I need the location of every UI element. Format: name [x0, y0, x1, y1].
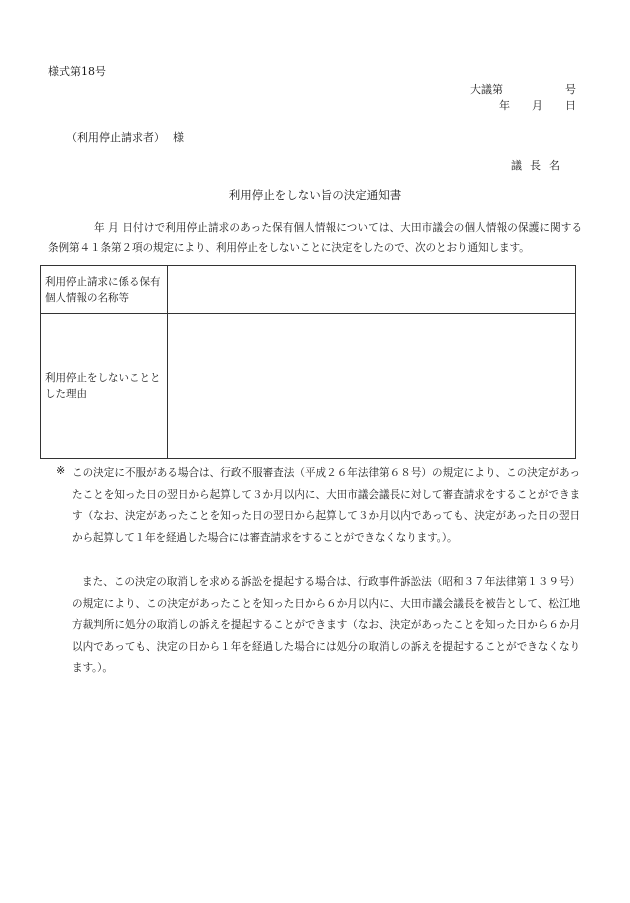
notice-paragraph-lawsuit: また、この決定の取消しを求める訴訟を提起する場合は、行政事件訴訟法（昭和３７年法律第１３９号）の規定により、この決定があったことを知った日から６か月以内に、大田市議会議長を被告として、松江地方裁判所に処分の取消しの訴えを提起することができます（なお、決定があったことを知った日から６か月以内であっても、決定の日から１年を経過した場合には処分の取消しの訴えを提起することができなくなります。）。 — [72, 576, 580, 674]
info-table — [40, 265, 576, 459]
reason-value — [168, 314, 576, 459]
info-name-label: 利用停止請求に係る保有個人情報の名称等 — [41, 266, 168, 314]
reason-label: 利用停止をしないこととした理由 — [41, 314, 168, 459]
addressee-honorific: 様 — [173, 131, 184, 144]
date-month: 月 — [532, 99, 543, 112]
document-number-prefix: 大議第 — [470, 83, 503, 96]
body-paragraph: 年 月 日付けで利用停止請求のあった保有個人情報については、大田市議会の個人情報の保護に関する条例第４１条第２項の規定により、利用停止をしないことに決定をしたので、次のとおり通知します。 — [48, 222, 582, 254]
document-title: 利用停止をしない旨の決定通知書 — [228, 188, 402, 202]
issue-date — [499, 100, 576, 111]
addressee-name: （利用停止請求者） — [66, 131, 165, 144]
addressee — [66, 132, 184, 143]
document-number — [470, 84, 576, 95]
table-row — [41, 266, 576, 314]
document-number-suffix: 号 — [565, 83, 576, 96]
info-name-value — [168, 266, 576, 314]
date-day: 日 — [565, 99, 576, 112]
notice-mark: ※ — [56, 464, 66, 477]
notice-paragraph-appeal: この決定に不服がある場合は、行政不服審査法（平成２６年法律第６８号）の規定により、この決定があったことを知った日の翌日から起算して３か月以内に、大田市議会議長に対して審査請求をすることができます（なお、決定があったことを知った日の翌日から起算して３か月以内であっても、決定があった日の翌日から起算して１年を経過した場合には審査請求をすることができなくなります。）。 — [72, 467, 580, 544]
table-row — [41, 314, 576, 459]
form-number: 様式第18号 — [48, 65, 106, 78]
date-year: 年 — [499, 99, 510, 112]
sender-name: 議長名 — [511, 159, 568, 172]
